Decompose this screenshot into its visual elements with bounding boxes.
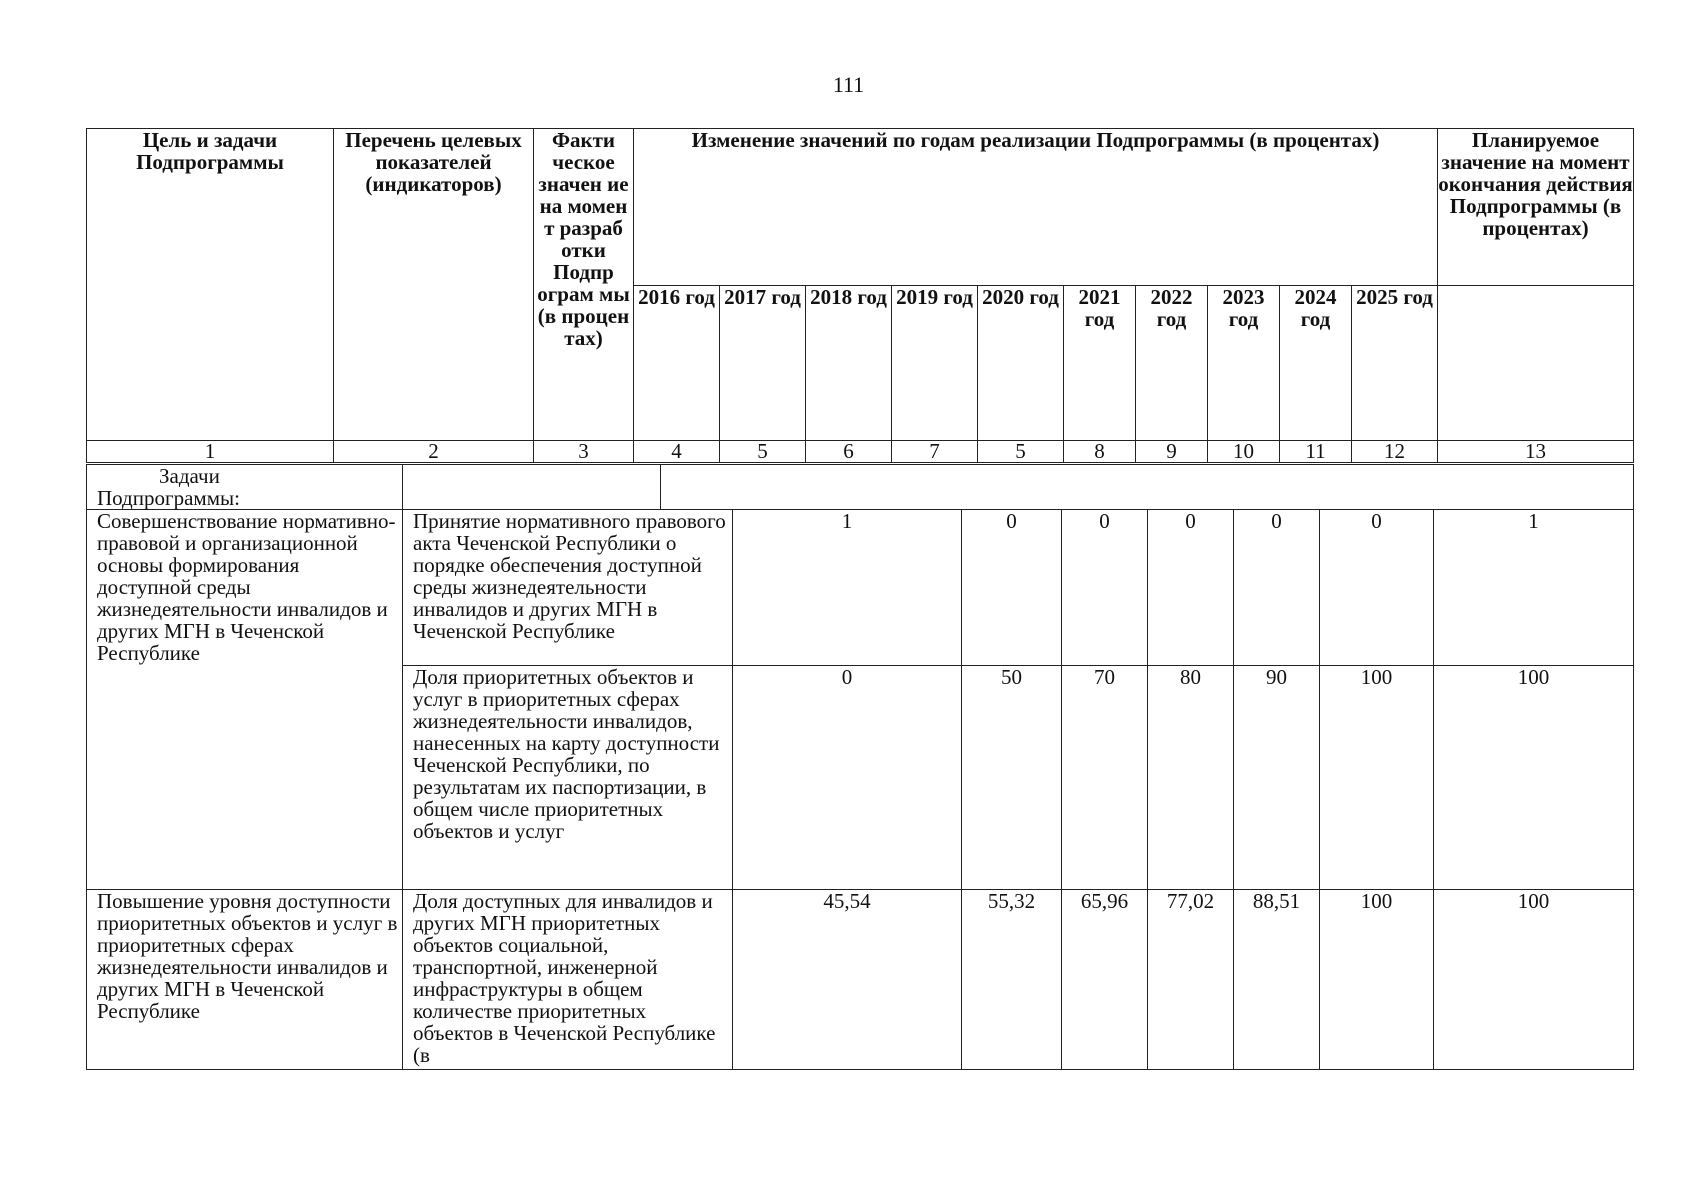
page-number: 111 [832, 72, 865, 97]
table-body [86, 464, 1634, 1070]
year-header: 2020 год [978, 286, 1064, 441]
yearly-change-group-header: Изменение значений по годам реализации Подпрограммы (в процентах) [634, 129, 1438, 286]
column-number: 8 [1064, 441, 1136, 463]
column-number: 3 [534, 441, 634, 463]
tasks-label-line: Задачи [159, 464, 220, 488]
tasks-label-line: Подпрограммы: [97, 486, 240, 510]
column-number: 4 [634, 441, 720, 463]
value-cell: 100 [1434, 890, 1634, 1070]
column-number: 2 [334, 441, 534, 463]
goal-column-header: Цель и задачи Подпрограммы [87, 129, 334, 441]
planned-value-column-header: Планируемое значение на момент окончания действия Подпрограммы (в процентах) [1438, 129, 1634, 286]
value-cell: 0 [733, 666, 962, 890]
column-number: 5 [720, 441, 806, 463]
indicator-cell: Доля приоритетных объектов и услуг в приоритетных сферах жизнедеятельности инвалидов, нанесенных на карту доступности Чеченской Республики, по результатам их паспортизации, в общем числе приоритетных объектов и услуг [403, 666, 733, 890]
empty-cell [403, 465, 661, 510]
value-cell: 100 [1434, 666, 1634, 890]
column-number: 13 [1438, 441, 1634, 463]
indicator-cell: Доля доступных для инвалидов и других МГН приоритетных объектов социальной, транспортной, инженерной инфраструктуры в общем количестве приоритетных объектов в Чеченской Республике (в [403, 890, 733, 1070]
value-cell: 90 [1234, 666, 1320, 890]
value-cell: 80 [1148, 666, 1234, 890]
value-cell: 100 [1320, 666, 1434, 890]
value-cell: 70 [1062, 666, 1148, 890]
planned-year-empty-cell [1438, 286, 1634, 441]
empty-cell [661, 465, 1634, 510]
indicator-cell: Принятие нормативного правового акта Чеченской Республики о порядке обеспечения доступной среды жизнедеятельности инвалидов и других МГН в Чеченской Республике [403, 510, 733, 666]
year-header: 2017 год [720, 286, 806, 441]
year-header: 2019 год [892, 286, 978, 441]
year-header: 2025 год [1352, 286, 1438, 441]
actual-value-column-header: Факти ческое значен ие на момен т разраб отки Подпр ограм мы (в процен тах) [534, 129, 634, 441]
goal-cell: Повышение уровня доступности приоритетных объектов и услуг в приоритетных сферах жизнедеятельности инвалидов и других МГН в Чеченской Республике [87, 890, 403, 1070]
column-number: 5 [978, 441, 1064, 463]
column-number: 11 [1280, 441, 1352, 463]
column-number: 12 [1352, 441, 1438, 463]
indicators-column-header: Перечень целевых показателей (индикаторов) [334, 129, 534, 441]
value-cell: 55,32 [962, 890, 1062, 1070]
column-number: 7 [892, 441, 978, 463]
value-cell: 0 [1148, 510, 1234, 666]
column-number: 10 [1208, 441, 1280, 463]
value-cell: 1 [733, 510, 962, 666]
year-header: 2022 год [1136, 286, 1208, 441]
goal-cell: Совершенствование нормативно-правовой и организационной основы формирования доступной среды жизнедеятельности инвалидов и других МГН в Чеченской Республике [87, 510, 403, 890]
year-header: 2023 год [1208, 286, 1280, 441]
value-cell: 1 [1434, 510, 1634, 666]
value-cell: 100 [1320, 890, 1434, 1070]
value-cell: 45,54 [733, 890, 962, 1070]
year-header: 2024 год [1280, 286, 1352, 441]
value-cell: 50 [962, 666, 1062, 890]
table-header [86, 128, 1634, 463]
value-cell: 0 [1062, 510, 1148, 666]
value-cell: 0 [1234, 510, 1320, 666]
value-cell: 0 [1320, 510, 1434, 666]
tasks-label-cell [87, 465, 403, 510]
column-number: 9 [1136, 441, 1208, 463]
year-header: 2016 год [634, 286, 720, 441]
value-cell: 0 [962, 510, 1062, 666]
column-number: 1 [87, 441, 334, 463]
value-cell: 77,02 [1148, 890, 1234, 1070]
column-number: 6 [806, 441, 892, 463]
value-cell: 65,96 [1062, 890, 1148, 1070]
year-header: 2018 год [806, 286, 892, 441]
value-cell: 88,51 [1234, 890, 1320, 1070]
year-header: 2021 год [1064, 286, 1136, 441]
